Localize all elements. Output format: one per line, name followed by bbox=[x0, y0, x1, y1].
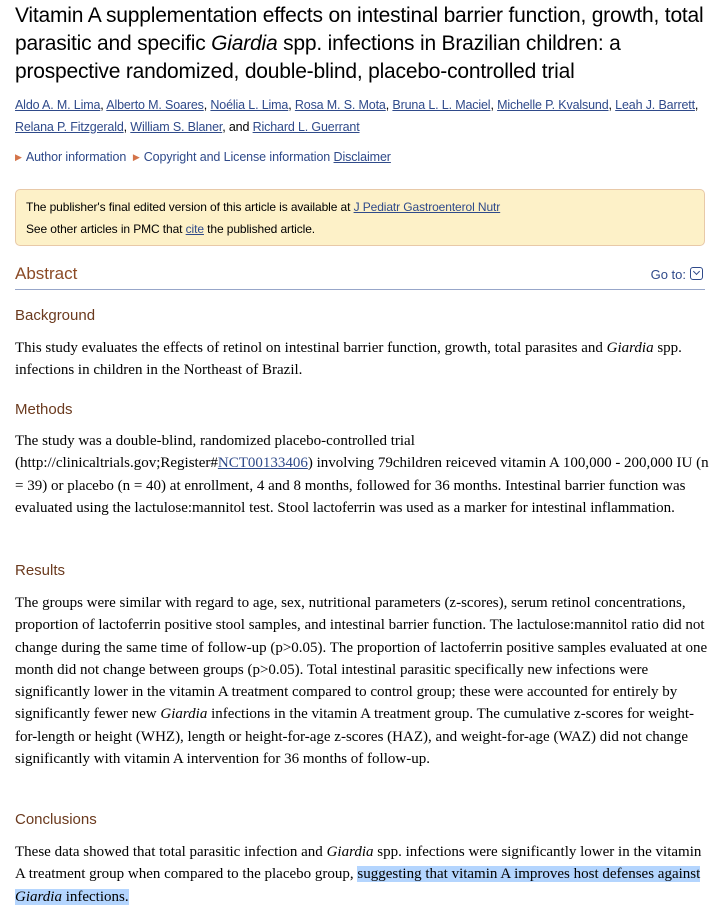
expand-triangle-icon: ▶ bbox=[132, 152, 140, 162]
results-heading: Results bbox=[15, 562, 66, 579]
results-text bbox=[15, 592, 710, 770]
title-text: Vitamin A supplementation effects on intestinal barrier function, growth, total parasitic and specific bbox=[15, 4, 704, 55]
paragraph-text: spp. infections were significantly lower in the vitamin A treatment group when compared to the placebo group, bbox=[15, 844, 702, 883]
paragraph-text: spp. infections in children in the Northeast of Brazil. bbox=[15, 340, 682, 379]
title-italic: Giardia bbox=[211, 32, 278, 55]
author-link[interactable]: Leah J. Barrett bbox=[615, 98, 695, 112]
copyright-toggle[interactable]: Copyright and License information bbox=[143, 150, 331, 164]
clinical-trial-link[interactable]: NCT00133406 bbox=[217, 455, 308, 472]
italic-text: Giardia bbox=[326, 844, 374, 860]
author-link[interactable]: Michelle P. Kvalsund bbox=[497, 98, 609, 112]
article-meta-links bbox=[15, 150, 391, 164]
author-link[interactable]: William S. Blaner bbox=[130, 120, 223, 134]
authors-and: and bbox=[228, 120, 250, 134]
goto-menu[interactable] bbox=[651, 267, 703, 282]
notice-text: See other articles in PMC that bbox=[26, 222, 186, 236]
author-link[interactable]: Noélia L. Lima bbox=[210, 98, 289, 112]
author-link[interactable]: Bruna L. L. Maciel bbox=[392, 98, 491, 112]
notice-line-2 bbox=[26, 222, 315, 236]
author-link[interactable]: Aldo A. M. Lima bbox=[15, 98, 101, 112]
journal-link[interactable]: J Pediatr Gastroenterol Nutr bbox=[353, 200, 501, 214]
paragraph-text: This study evaluates the effects of retinol on intestinal barrier function, growth, total parasites and bbox=[15, 340, 607, 356]
author-link[interactable]: Rosa M. S. Mota bbox=[294, 98, 386, 112]
paragraph-text: infections in the vitamin A treatment group. The cumulative z-scores for weight-for-length or height (WHZ), length or height-for-age z-scores (HAZ), and weight-for-age (WAZ) did not change significantly with vitamin A intervention for 36 months of follow-up. bbox=[15, 706, 695, 768]
italic-text: Giardia bbox=[15, 888, 62, 905]
conclusions-text bbox=[15, 841, 710, 908]
paragraph-text: These data showed that total parasitic infection and bbox=[15, 844, 327, 860]
author-link[interactable]: Relana P. Fitzgerald bbox=[15, 120, 124, 134]
conclusions-heading: Conclusions bbox=[15, 811, 97, 828]
methods-heading: Methods bbox=[15, 401, 73, 418]
publisher-notice bbox=[15, 189, 705, 246]
italic-text: Giardia bbox=[160, 706, 208, 723]
paragraph-text: The study was a double-blind, randomized placebo-controlled trial (http://clinicaltrials.gov;Register# bbox=[15, 433, 415, 472]
italic-text: Giardia bbox=[606, 340, 654, 356]
notice-text: The publisher's final edited version of this article is available at bbox=[26, 200, 354, 214]
title-text-end: spp. infections in Brazilian children: a prospective randomized, double-blind, placebo-controlled trial bbox=[15, 32, 621, 83]
background-text bbox=[15, 337, 710, 382]
author-list: Aldo A. M. Lima, Alberto M. Soares, Noélia L. Lima, Rosa M. S. Mota, Bruna L. L. Maciel, Michelle P. Kvalsund, Leah J. Barrett, Relana P. Fitzgerald, William S. Blaner, and Richard L. Guerrant bbox=[15, 98, 699, 134]
author-link[interactable]: Alberto M. Soares bbox=[106, 98, 204, 112]
author-link[interactable]: Richard L. Guerrant bbox=[252, 120, 360, 134]
paragraph-text: The groups were similar with regard to age, sex, nutritional parameters (z-scores), serum retinol concentrations, proportion of lactoferrin positive stool samples, and intestinal barrier function. The lactulose:mannitol ratio did not change during the same time of follow-up (p>0.05). The proportion of lactoferrin positive samples evaluated at one month did not change between groups (p>0.05). Total intestinal parasitic specifically new infections were significantly lower in the vitamin A treatment compared to control group; these were accounted for entirely by significantly fewer new bbox=[15, 595, 708, 723]
goto-label[interactable]: Go to: bbox=[650, 267, 686, 282]
chevron-down-icon[interactable] bbox=[690, 267, 703, 280]
notice-text: the published article. bbox=[203, 222, 316, 236]
paragraph-text: ) involving 79children reiceved vitamin A 100,000 - 200,000 IU (n = 39) or placebo (n = 40) at enrollment, 4 and 8 months, followed for 36 months. Intestinal barrier function was evaluated using the lactulose:mannitol test. Stool lactoferrin was used as a marker for intestinal inflammation. bbox=[15, 455, 709, 516]
disclaimer-link[interactable]: Disclaimer bbox=[333, 150, 391, 164]
abstract-header bbox=[15, 263, 705, 290]
article-title bbox=[15, 2, 710, 86]
background-heading: Background bbox=[15, 307, 96, 324]
selected-text-part: infections. bbox=[61, 888, 129, 905]
abstract-heading: Abstract bbox=[15, 264, 78, 283]
author-information-toggle[interactable]: Author information bbox=[25, 150, 127, 164]
expand-triangle-icon: ▶ bbox=[15, 152, 22, 162]
notice-line-1 bbox=[26, 200, 500, 214]
methods-text bbox=[15, 430, 710, 519]
selected-text-part: suggesting that vitamin A improves host defenses against bbox=[357, 866, 701, 883]
cite-link[interactable]: cite bbox=[185, 222, 204, 236]
